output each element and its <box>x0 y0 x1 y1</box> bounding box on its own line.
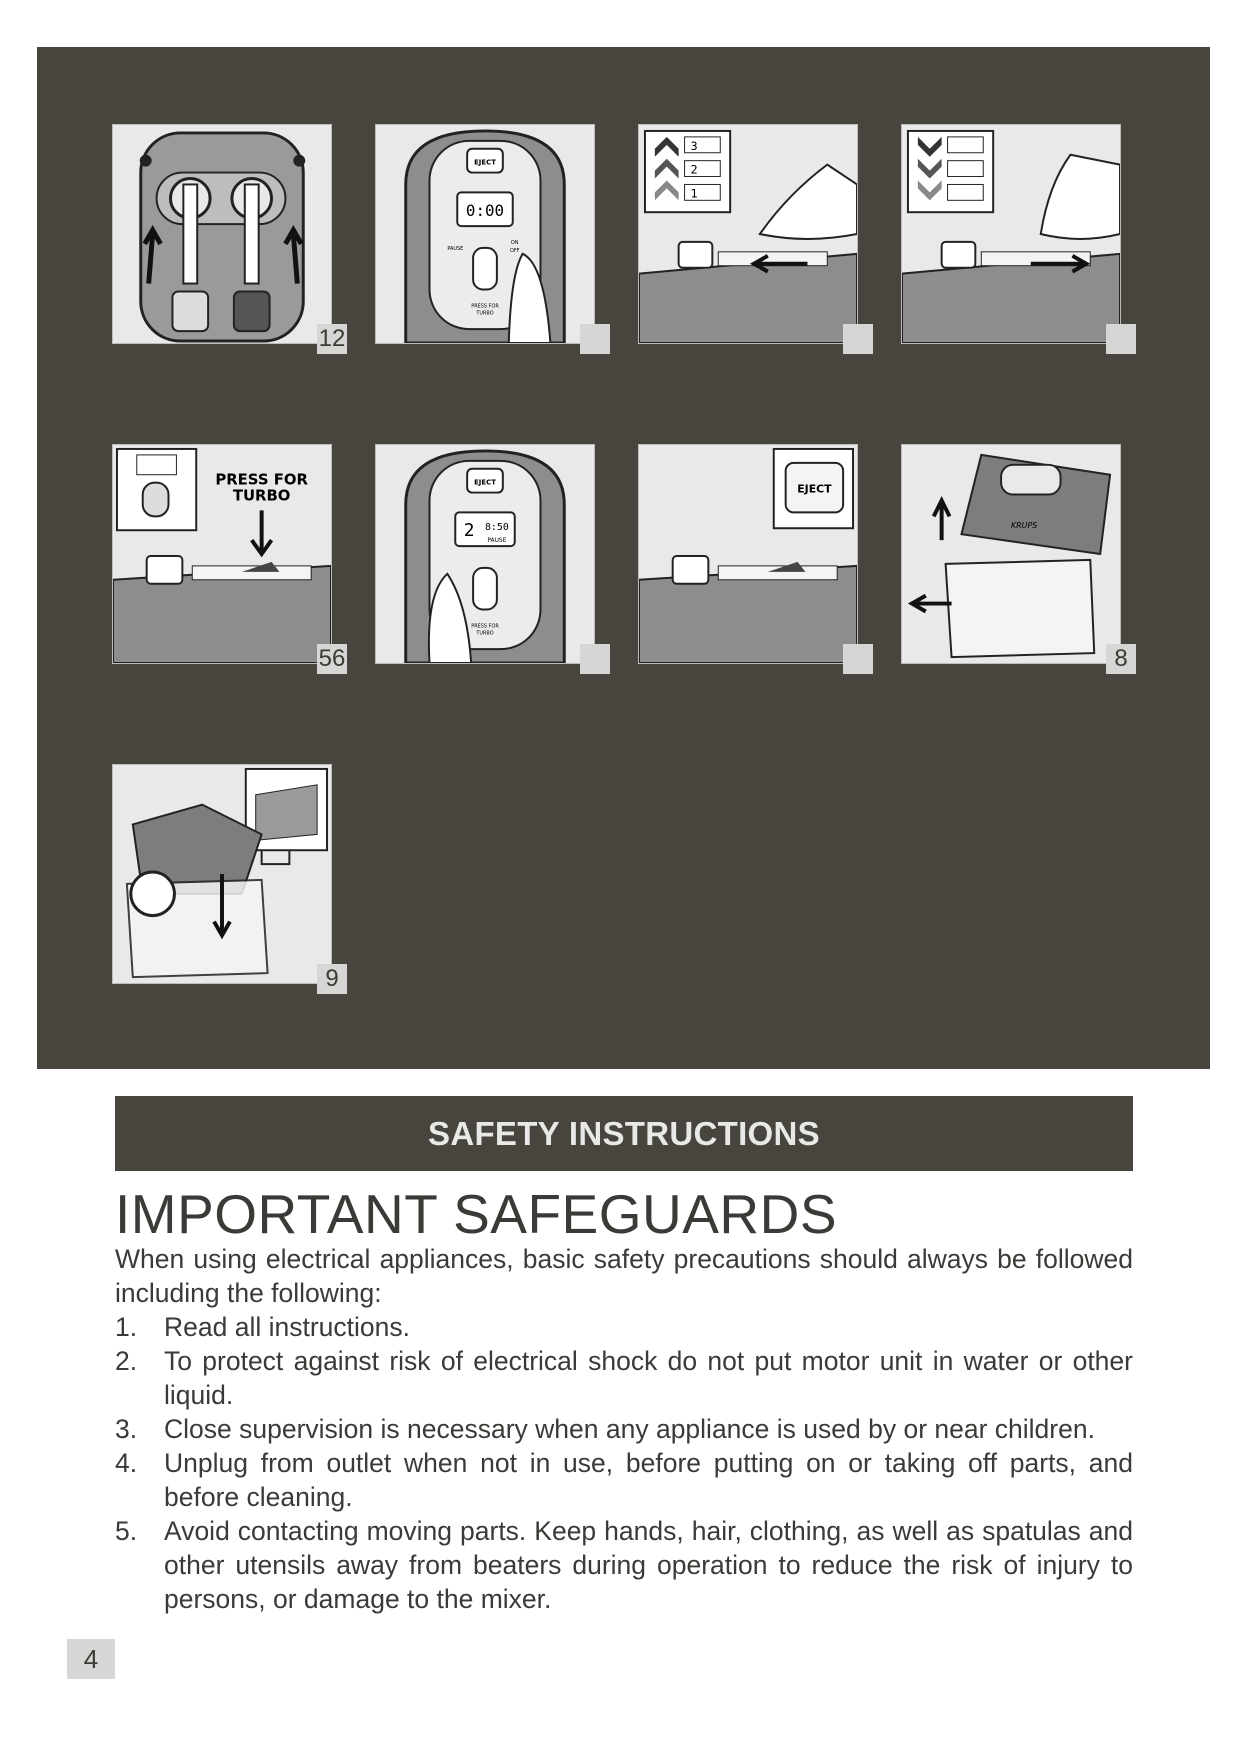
figure-speed-increase <box>638 124 858 344</box>
off-label: OFF <box>509 247 520 254</box>
figure-label <box>1106 324 1136 354</box>
speed-increase-illustration <box>639 125 857 343</box>
eject-label: EJECT <box>474 478 496 487</box>
turbo-label-2: TURBO <box>476 310 494 317</box>
display-readout: 0:00 <box>465 201 505 221</box>
item-number: 3. <box>115 1414 138 1444</box>
beater-insertion-illustration <box>113 125 331 343</box>
figure-label: 12 <box>318 325 346 352</box>
eject-label: EJECT <box>474 158 496 167</box>
item-text: Avoid contacting moving parts. Keep hands, hair, clothing, as well as spatulas and other utensils away from beaters during operation to reduce the risk of injury to persons, or damage to the mixer. <box>164 1516 1133 1614</box>
safeguards-list <box>115 1310 1133 1616</box>
list-item <box>115 1412 1133 1446</box>
page-title: IMPORTANT SAFEGUARDS <box>115 1183 838 1245</box>
item-text: Read all instructions. <box>164 1312 410 1342</box>
turbo-callout-1: PRESS FOR <box>215 470 308 489</box>
figure-turbo-press <box>112 444 332 664</box>
item-number: 2. <box>115 1346 138 1376</box>
turbo-callout-2: TURBO <box>232 486 291 505</box>
pause-button-illustration <box>376 445 594 663</box>
item-text: Unplug from outlet when not in use, before putting on or taking off parts, and before cleaning. <box>164 1448 1133 1512</box>
speed-2-readout: 2 <box>690 162 698 177</box>
turbo-press-illustration <box>113 445 331 663</box>
display-speed: 2 <box>463 520 475 542</box>
figure-label: 9 <box>317 964 347 994</box>
page-number: 4 <box>67 1639 115 1679</box>
section-header: SAFETY INSTRUCTIONS <box>115 1096 1133 1171</box>
figure-speed-decrease <box>901 124 1121 344</box>
control-panel-illustration <box>376 125 594 343</box>
figure-lift-from-case <box>901 444 1121 664</box>
pause-label: PAUSE <box>447 245 464 252</box>
list-item <box>115 1446 1133 1514</box>
figure-label <box>580 644 610 674</box>
speed-1-readout: 1 <box>690 186 698 201</box>
illustration-panel <box>37 47 1210 1069</box>
list-item <box>115 1514 1133 1616</box>
figure-beater-insertion <box>112 124 332 344</box>
list-item <box>115 1310 1133 1344</box>
turbo-label-1: PRESS FOR <box>471 303 499 310</box>
on-label: ON <box>510 239 519 246</box>
figure-label <box>580 324 610 354</box>
item-text: Close supervision is necessary when any appliance is used by or near children. <box>164 1414 1095 1444</box>
item-number: 5. <box>115 1516 138 1546</box>
figure-store-in-case <box>112 764 332 984</box>
figure-label: 56 <box>318 645 346 672</box>
figure-label <box>843 324 873 354</box>
figure-control-panel-on <box>375 124 595 344</box>
eject-callout: EJECT <box>797 482 832 496</box>
figure-eject-button <box>638 444 858 664</box>
item-text: To protect against risk of electrical shock do not put motor unit in water or other liquid. <box>164 1346 1133 1410</box>
speed-3-readout: 3 <box>690 138 698 153</box>
store-in-case-illustration <box>113 765 331 983</box>
speed-decrease-illustration <box>902 125 1120 343</box>
lift-from-case-illustration <box>902 445 1120 663</box>
eject-button-illustration <box>639 445 857 663</box>
turbo-label-2: TURBO <box>476 630 494 637</box>
figure-label: 8 <box>1106 644 1136 674</box>
brand-label: KRUPS <box>1011 521 1038 531</box>
figure-pause-button <box>375 444 595 664</box>
list-item <box>115 1344 1133 1412</box>
display-time: 8:50 <box>484 522 509 534</box>
item-number: 4. <box>115 1448 138 1478</box>
intro-paragraph: When using electrical appliances, basic safety precautions should always be followed including the following: <box>115 1244 1133 1308</box>
display-pause: PAUSE <box>487 537 507 545</box>
item-number: 1. <box>115 1312 138 1342</box>
turbo-label-1: PRESS FOR <box>471 623 499 630</box>
figure-label <box>843 644 873 674</box>
